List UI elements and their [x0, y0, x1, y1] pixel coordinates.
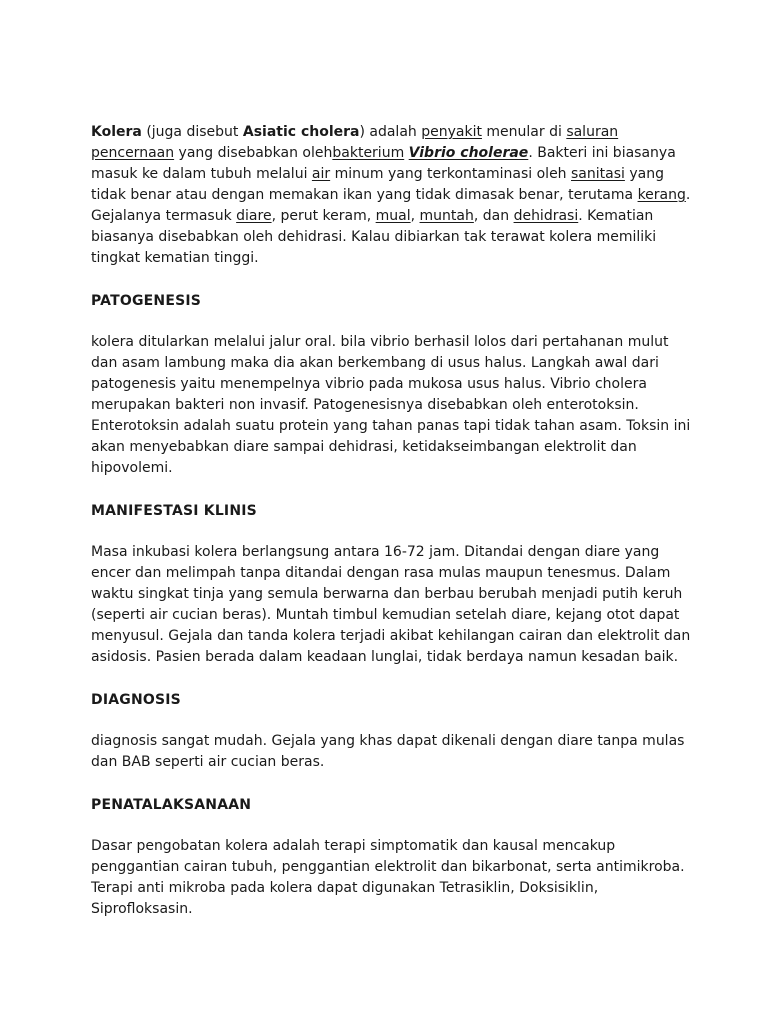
intro-paragraph — [91, 122, 691, 269]
intro-text: , — [410, 208, 420, 224]
link-penyakit[interactable]: penyakit — [421, 124, 482, 140]
paragraph-penatalaksanaan: Dasar pengobatan kolera adalah terapi simptomatik dan kausal mencakup penggantian cairan tubuh, penggantian elektrolit dan bikarbonat, serta antimikroba. Terapi anti mikroba pada kolera dapat digunakan Tetrasiklin, Doksisiklin, Siprofloksasin. — [91, 838, 685, 917]
heading-patogenesis: PATOGENESIS — [91, 293, 202, 309]
link-mual[interactable]: mual — [375, 208, 411, 224]
intro-text: . Kematian biasanya disebabkan oleh dehidrasi. Kalau dibiarkan tak terawat kolera memiliki tingkat kematian tinggi. — [91, 208, 657, 266]
paragraph-manifestasi-klinis: Masa inkubasi kolera berlangsung antara 16-72 jam. Ditandai dengan diare yang encer dan melimpah tanpa ditandai dengan rasa mulas maupun tenesmus. Dalam waktu singkat tinja yang semula berwarna dan berbau berubah menjadi putih keruh (seperti air cucian beras). Muntah timbul kemudian setelah diare, kejang otot dapat menyusul. Gejala dan tanda kolera terjadi akibat kehilangan cairan dan elektrolit dan asidosis. Pasien berada dalam keadaan lunglai, tidak berdaya namun kesadan baik. — [91, 544, 691, 665]
heading-penatalaksanaan: PENATALAKSANAAN — [91, 797, 252, 813]
document-body — [91, 122, 691, 942]
intro-text: yang tidak benar atau dengan memakan ikan yang tidak dimasak benar, terutama — [91, 166, 664, 203]
intro-text: (juga disebut — [141, 124, 243, 140]
link-vibrio-cholerae[interactable]: Vibrio cholerae — [408, 145, 529, 161]
intro-text: ) adalah — [359, 124, 422, 140]
intro-text: . Gejalanya termasuk — [91, 187, 691, 224]
link-saluran-pencernaan[interactable]: saluran pencernaan — [91, 124, 619, 161]
heading-diagnosis: DIAGNOSIS — [91, 692, 181, 708]
link-dehidrasi[interactable]: dehidrasi — [513, 208, 579, 224]
intro-text: , dan — [473, 208, 514, 224]
intro-text: menular di — [481, 124, 567, 140]
paragraph-diagnosis: diagnosis sangat mudah. Gejala yang khas dapat dikenali dengan diare tanpa mulas dan BAB seperti air cucian beras. — [91, 733, 685, 770]
intro-text: yang disebabkan oleh — [174, 145, 333, 161]
link-air[interactable]: air — [311, 166, 331, 182]
link-sanitasi[interactable]: sanitasi — [571, 166, 625, 182]
heading-manifestasi-klinis: MANIFESTASI KLINIS — [91, 503, 257, 519]
intro-text: minum yang terkontaminasi oleh — [330, 166, 572, 182]
link-kerang[interactable]: kerang — [637, 187, 686, 203]
term-asiatic-cholera: Asiatic cholera — [242, 124, 360, 140]
term-kolera: Kolera — [91, 124, 142, 140]
link-bakterium[interactable]: bakterium — [332, 145, 405, 161]
link-diare[interactable]: diare — [236, 208, 272, 224]
intro-text: . Bakteri ini biasanya masuk ke dalam tubuh melalui — [91, 145, 676, 182]
paragraph-patogenesis: kolera ditularkan melalui jalur oral. bila vibrio berhasil lolos dari pertahanan mulut dan asam lambung maka dia akan berkembang di usus halus. Langkah awal dari patogenesis yaitu menempelnya vibrio pada mukosa usus halus. Vibrio cholera merupakan bakteri non invasif. Patogenesisnya disebabkan oleh enterotoksin. Enterotoksin adalah suatu protein yang tahan panas tapi tidak tahan asam. Toksin ini akan menyebabkan diare sampai dehidrasi, ketidakseimbangan elektrolit dan hipovolemi. — [91, 334, 691, 476]
intro-text: , perut keram, — [271, 208, 376, 224]
link-muntah[interactable]: muntah — [419, 208, 474, 224]
